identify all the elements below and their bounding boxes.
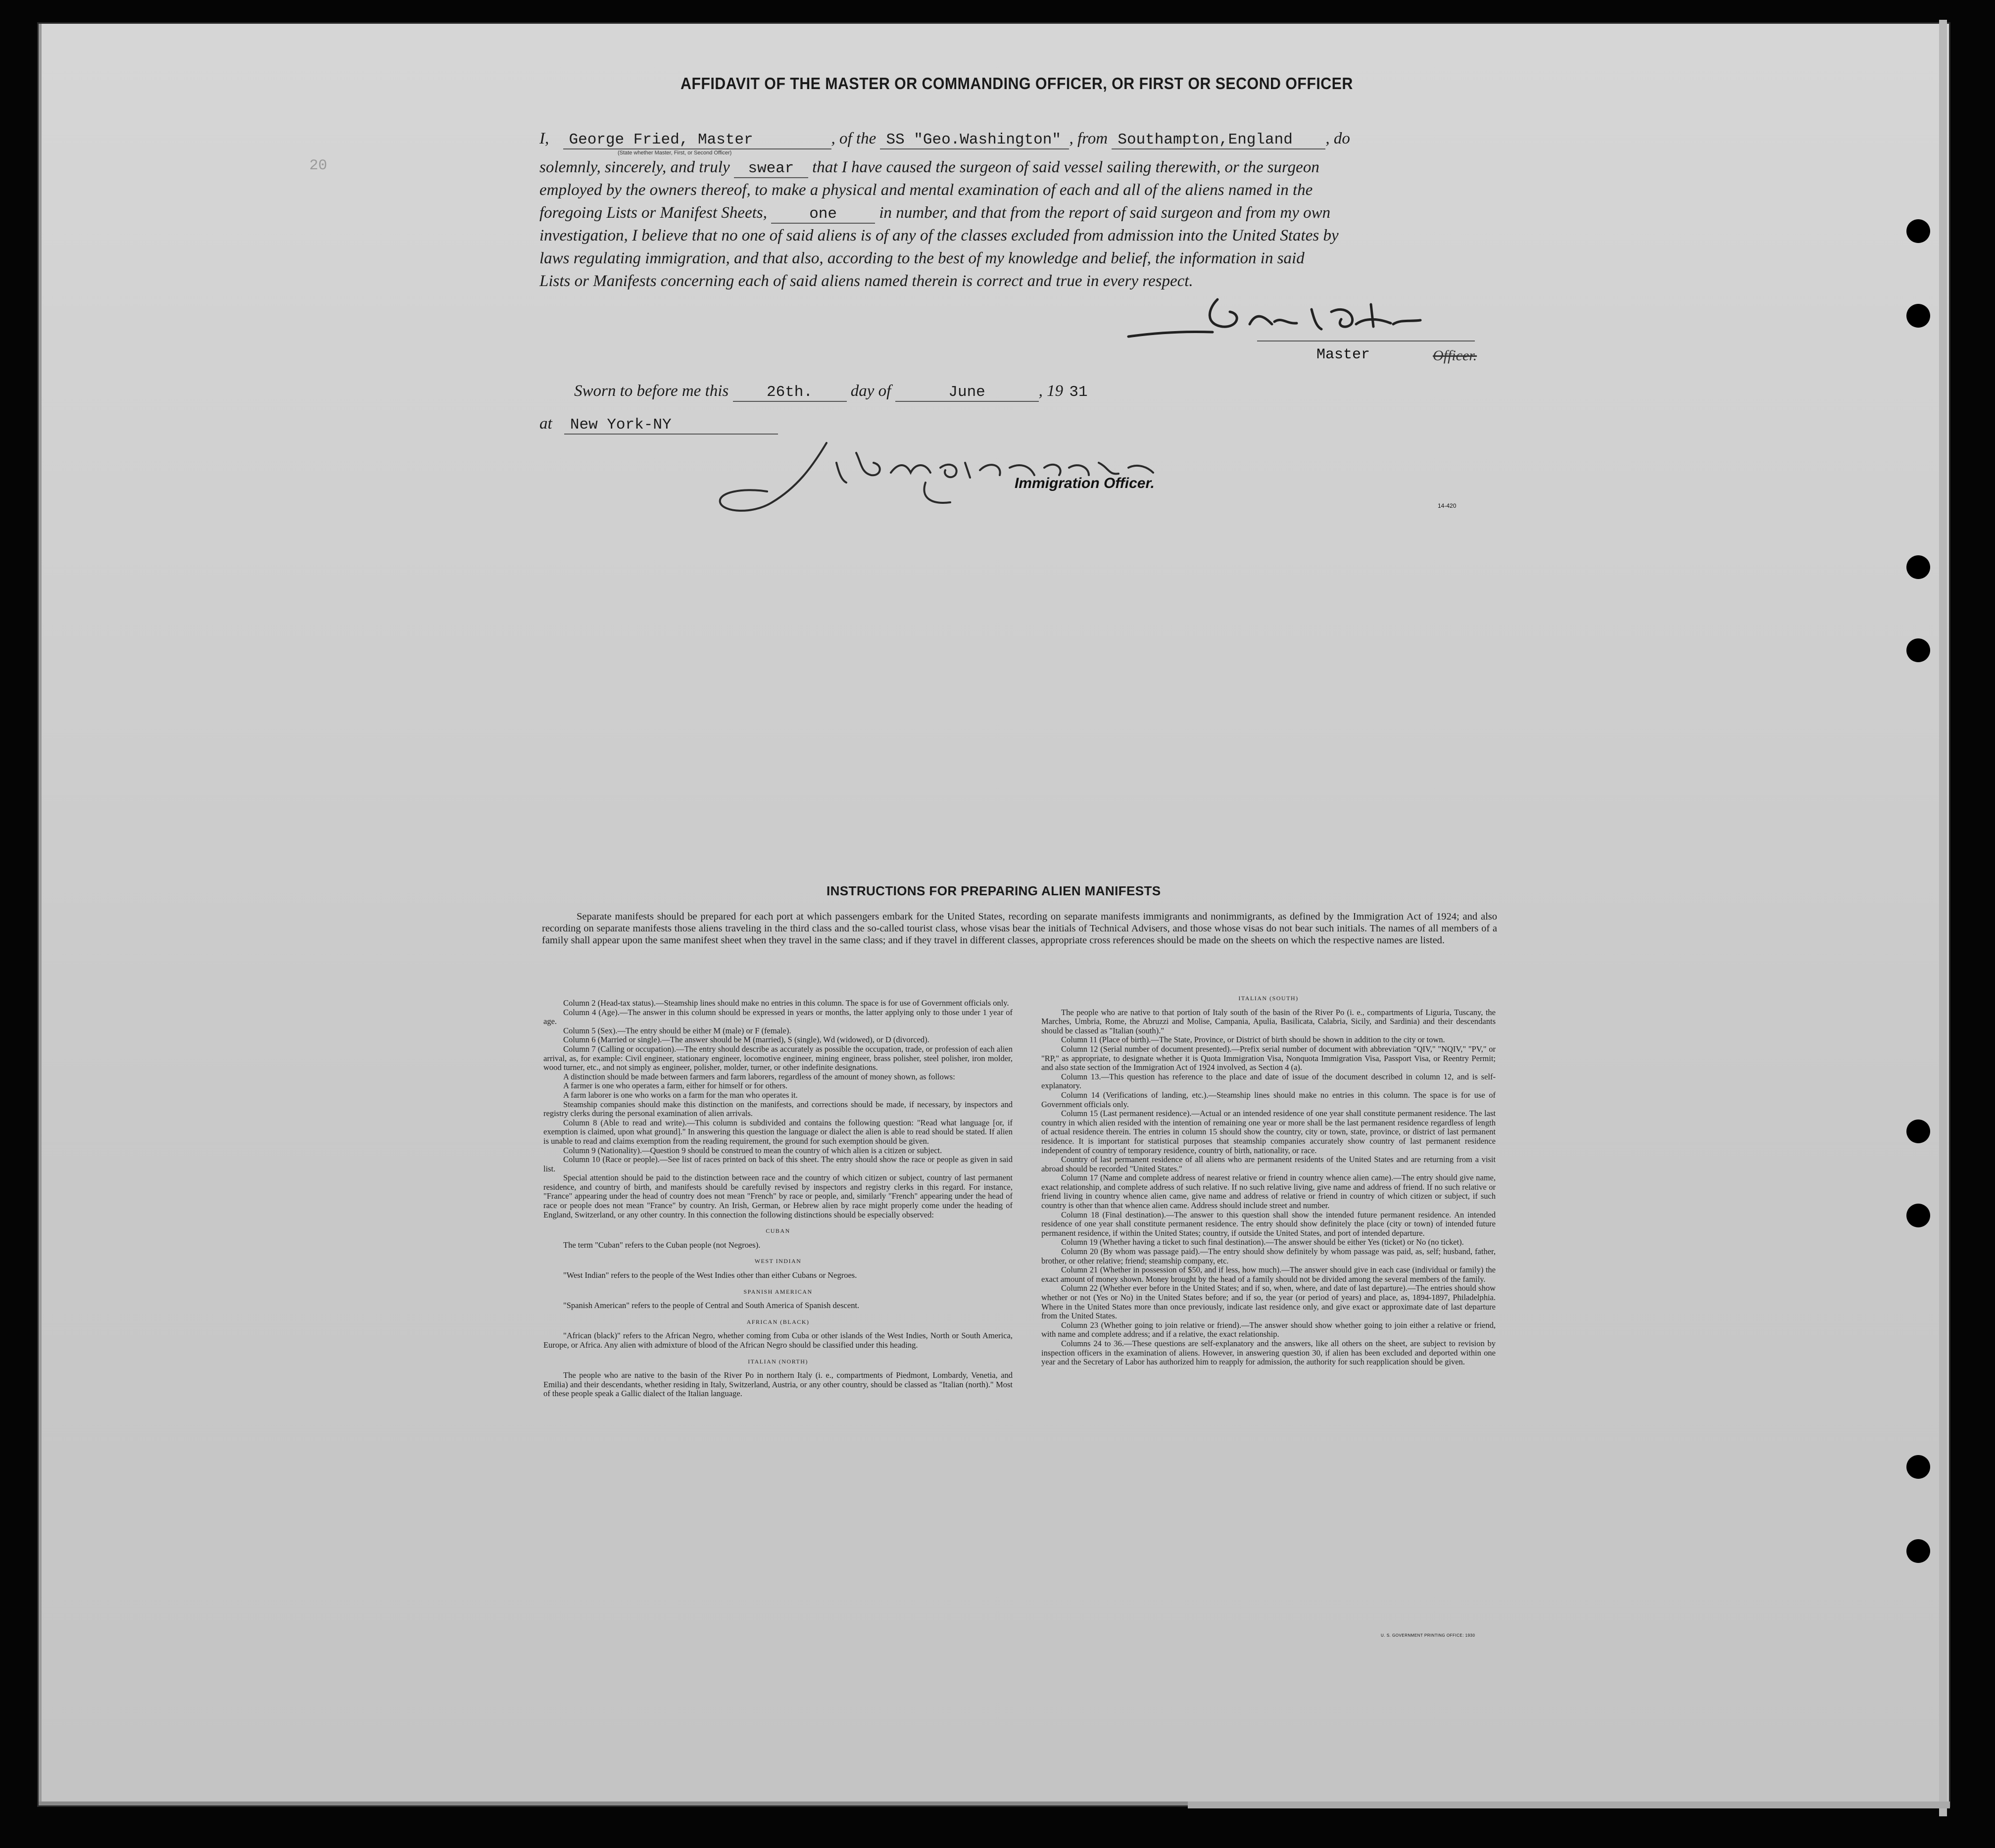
line2-suffix: that I have caused the surgeon of said vessel sailing therewith, or the surgeon [812, 158, 1319, 176]
signature-line [1257, 340, 1475, 341]
line2-prefix: solemnly, sincerely, and truly [539, 158, 730, 176]
african-text: "African (black)" refers to the African Negro, whether coming from Cuba or other islands of the West Indies, North or South America, Europe, or Africa. Any alien with admixture of blood of the African Negro should be classified under this heading. [543, 1331, 1013, 1350]
instruction-paragraph: Column 19 (Whether having a ticket to such final destination).—The answer should be either Yes (ticket) or No (no ticket). [1061, 1237, 1464, 1247]
instruction-paragraph: The people who are native to that portion of Italy south of the basin of the River Po (i. e., compartments of Liguria, Tuscany, the Marches, Umbria, Rome, the Abruzzi and Molise, Campania, Apulia, Basilicata, Calabria, Sicily, and Sardinia) and their descendants should be classed as "Italian (south)." [1041, 1007, 1496, 1035]
instruction-paragraph: Column 7 (Calling or occupation).—The entry should describe as accurately as possible the occupation, trade, or profession of each alien arrival, as, for example: Civil engineer, stationary engineer, locomotive engineer, mining engineer, brass polisher, steel polisher, iron molder, wood turner, etc., and not simply as engineer, polisher, molder, turner, or other indefinite designations. [543, 1044, 1013, 1072]
affidavit-line-1 [539, 130, 1350, 149]
line4-suffix: in number, and that from the report of said surgeon and from my own [879, 204, 1331, 222]
sworn-prefix: Sworn to before me this [574, 382, 729, 400]
oath-field: swear [734, 160, 808, 178]
instruction-paragraph: Column 18 (Final destination).—The answer to this question shall show the intended future permanent residence. An intended residence of one year shall constitute permanent residence. The entry should show definitely the place (city or town) of intended future permanent residence, if within the United States; country, if outside the United States, and port of intended departure. [1041, 1210, 1496, 1238]
italian-north-heading: ITALIAN (NORTH) [748, 1358, 808, 1365]
affidavit-line-7: Lists or Manifests concerning each of said aliens named therein is correct and true in every respect. [539, 272, 1193, 290]
instruction-paragraph: Column 6 (Married or single).—The answer should be M (married), S (single), Wd (widowed), or D (divorced). [563, 1035, 929, 1045]
instruction-paragraph: Column 13.—This question has reference to the place and date of issue of the document described in column 12, and is self-explanatory. [1041, 1071, 1496, 1091]
binding-hole [1906, 1119, 1930, 1143]
day-of-label: day of [850, 382, 891, 400]
immigration-officer-label: Immigration Officer. [1015, 475, 1155, 491]
instruction-paragraph: Country of last permanent residence of all aliens who are permanent residents of the United States and are returning from a visit abroad should be recorded "United States." [1041, 1155, 1496, 1173]
instruction-paragraph: Column 8 (Able to read and write).—This column is subdivided and contains the following question: "Read what language [or, if exemption is claimed, upon what ground]." In answering this question the language or dialect the alien is able to read should be stated. If alien is unable to read and claims exemption from the reading requirement, the ground for such exemption should be given. [543, 1118, 1013, 1146]
instruction-paragraph: Column 10 (Race or people).—See list of races printed on back of this sheet. The entry should show the race or people as given in said list. [543, 1155, 1013, 1173]
spanish-american-text: "Spanish American" refers to the people of Central and South America of Spanish descent. [563, 1301, 860, 1311]
left-column-paragraphs [543, 999, 1013, 1219]
affidavit-line-3: employed by the owners thereof, to make a physical and mental examination of each and all of the aliens named in the [539, 181, 1313, 199]
cuban-text: The term "Cuban" refers to the Cuban people (not Negroes). [563, 1240, 761, 1250]
instruction-paragraph: Column 17 (Name and complete address of nearest relative or friend in country whence alien came).—The entry should give name, exact relationship, and complete address of such relative. If no such relative living, give name and address of friend. If no such relative or friend living in country whence alien came, give name and address of relative or friend in country of which citizen or subject, if such country is other than that whence alien came. Address should include street and number. [1041, 1173, 1496, 1211]
binding-hole [1906, 1204, 1930, 1227]
sworn-day-field: 26th. [733, 384, 847, 402]
italian-north-text: The people who are native to the basin of the River Po in northern Italy (i. e., compartments of Piedmont, Lombardy, Venetia, and Emilia) and their descendants, whether residing in Italy, Switzerland, Austria, or any other country, should be classed as "Italian (north)." Most of these people speak a Gallic dialect of the Italian language. [543, 1370, 1013, 1399]
officer-rank-note: (State whether Master, First, or Second Officer) [618, 150, 732, 156]
affidavit-line-6: laws regulating immigration, and that also, according to the best of my knowledge and belief, the information in said [539, 249, 1305, 267]
instruction-paragraph: A farmer is one who operates a farm, either for himself or for others. [563, 1081, 788, 1091]
binding-hole [1906, 555, 1930, 579]
i-label: I, [539, 130, 549, 147]
instructions-title: INSTRUCTIONS FOR PREPARING ALIEN MANIFESTS [827, 883, 1161, 898]
cuban-heading: CUBAN [766, 1227, 790, 1235]
form-number: 14-420 [1438, 502, 1457, 509]
instructions-right-column [1041, 994, 1496, 1367]
italian-south-heading: ITALIAN (SOUTH) [1238, 995, 1299, 1002]
west-indian-text: "West Indian" refers to the people of the West Indies other than either Cubans or Negroes. [563, 1270, 857, 1280]
sworn-month-field: June [895, 384, 1039, 402]
instruction-paragraph: Column 23 (Whether going to join relative or friend).—The answer should show whether going to join either a relative or friend, with name and complete address; and if a relative, the exact relationship. [1041, 1320, 1496, 1339]
instruction-paragraph: Column 14 (Verifications of landing, etc.).—Steamship lines should make no entries in this column. The space is for use of Government officials only. [1041, 1090, 1496, 1109]
sworn-year-field: 31 [1069, 384, 1088, 401]
sworn-line [574, 382, 1099, 402]
affidavit-title: AFFIDAVIT OF THE MASTER OR COMMANDING OFFICER, OR FIRST OR SECOND OFFICER [681, 74, 1353, 93]
instructions-left-column [543, 999, 1013, 1399]
affidavit-line-4 [539, 204, 1330, 224]
instruction-paragraph: Column 21 (Whether in possession of $50, and if less, how much).—The answer should give in each case (individual or family) the exact amount of money shown. Money brought by the head of a family should not be divided among the several members of the family. [1041, 1265, 1496, 1284]
instruction-paragraph: Special attention should be paid to the distinction between race and the country of which citizen or subject, country of last permanent residence, and country of birth, and manifests should be carefully revised by inspectors and registry clerks in this regard. For instance, "France" appearing under the head of country does not mean "French" by race or people, and, similarly "French" appearing under the head of race or people does not mean "France" by country. An Irish, German, or Hebrew alien by race might properly come under the heading of England, Switzerland, or any other country. In this connection the following distinctions should be especially observed: [543, 1173, 1013, 1219]
instructions-intro: Separate manifests should be prepared for each port at which passengers embark for the United States, recording on separate manifests immigrants and nonimmigrants, as defined by the Immigration Act of 1924; and also recording on separate manifests those aliens traveling in the third class and the so-called tourist class, whose visas bear the initials of Technical Advisers, and those whose visas do not bear such initials. The names of all members of a family shall appear upon the same manifest sheet when they travel in the same class; and if they travel in different classes, appropriate cross references should be made on the sheets on which the respective names are listed. [542, 911, 1497, 946]
spanish-american-heading: SPANISH AMERICAN [743, 1288, 813, 1295]
instruction-paragraph: Column 4 (Age).—The answer in this column should be expressed in years or months, the latter applying only to those under 1 year of age. [543, 1007, 1013, 1026]
binding-hole [1906, 638, 1930, 662]
signature-title: Master [1316, 346, 1370, 363]
at-label: at [539, 415, 552, 433]
instruction-paragraph: Column 2 (Head-tax status).—Steamship lines should make no entries in this column. The space is for use of Government officials only. [563, 998, 1009, 1008]
instruction-paragraph: Column 9 (Nationality).—Question 9 should be construed to mean the country of which alien is a citizen or subject. [563, 1145, 942, 1155]
master-signature [1123, 290, 1440, 349]
instruction-paragraph: Column 11 (Place of birth).—The State, Province, or District of birth should be shown in addition to the city or town. [1061, 1035, 1445, 1045]
sheet-count-field: one [771, 205, 875, 224]
of-the-label: , of the [831, 130, 876, 147]
binding-hole [1906, 304, 1930, 328]
stacked-pages-edge [1939, 20, 1947, 1816]
stacked-pages-bottom [1188, 1801, 1950, 1808]
from-label: , from [1069, 130, 1108, 147]
instruction-paragraph: Column 20 (By whom was passage paid).—The entry should show definitely by whom passage was paid, as, self; husband, father, brother, or other relative; friend; steamship company, etc. [1041, 1247, 1496, 1265]
year-prefix: , 19 [1038, 382, 1064, 400]
affidavit-line-5: investigation, I believe that no one of said aliens is of any of the classes excluded from admission into the United States by [539, 227, 1339, 244]
left-edge-shadow [39, 24, 42, 1805]
instruction-paragraph: A farm laborer is one who works on a farm for the man who operates it. [563, 1090, 798, 1100]
vessel-name-field: SS "Geo.Washington" [880, 131, 1069, 149]
african-heading: AFRICAN (BLACK) [746, 1318, 810, 1325]
binding-hole [1906, 1455, 1930, 1479]
instruction-paragraph: Columns 24 to 36.—These questions are self-explanatory and the answers, like all others on the sheet, are subject to revision by inspection officers in the examination of aliens. However, in answering question 30, if alien has been excluded and deported within one year and the Secretary of Labor has authorized him to reapply for admission, the authority for such reapplication should be given. [1041, 1338, 1496, 1367]
line4-prefix: foregoing Lists or Manifest Sheets, [539, 204, 767, 222]
instruction-paragraph: Column 15 (Last permanent residence).—Actual or an intended residence of one year shall constitute permanent residence. The last country in which alien resided with the intention of remaining one year or more shall be the last permanent residence regardless of length of actual residence therein. The entries in column 15 should show the country, city or town, state, province, or district of last permanent residence. It is important for statistical purposes that steamship companies accurately show country of last permanent residence independent of country of temporary residence, country of birth, nationality, or race. [1041, 1109, 1496, 1155]
sworn-place-field: New York-NY [564, 416, 778, 435]
west-indian-heading: WEST INDIAN [754, 1258, 802, 1265]
officer-name-field: George Fried, Master [563, 131, 831, 149]
sworn-place-line [539, 415, 778, 435]
instruction-paragraph: A distinction should be made between farmers and farm laborers, regardless of the amount of money shown, as follows: [563, 1071, 955, 1081]
departure-port-field: Southampton,England [1112, 131, 1325, 149]
instruction-paragraph: Steamship companies should make this distinction on the manifests, and corrections should be made, if necessary, by inspectors and registry clerks during the personal examination of alien arrivals. [543, 1099, 1013, 1119]
binding-hole [1906, 219, 1930, 243]
binding-hole [1906, 1539, 1930, 1563]
margin-mark: 20 [309, 157, 328, 174]
right-column-paragraphs [1041, 1008, 1496, 1367]
instruction-paragraph: Column 12 (Serial number of document presented).—Prefix serial number of document with abbreviation "QIV," "NQIV," "PV," or "RP," as appropriate, to designate whether it is Quota Immigration Visa, Nonquota Immigration Visa, Passport Visa, or Reentry Permit; and also state section of the Immigration Act of 1924 involved, as Section 4 (a). [1041, 1044, 1496, 1072]
instruction-paragraph: Column 5 (Sex).—The entry should be either M (male) or F (female). [563, 1025, 791, 1035]
printer-note: U. S. GOVERNMENT PRINTING OFFICE: 1930 [1381, 1633, 1475, 1638]
do-label: , do [1325, 130, 1350, 147]
instruction-paragraph: Column 22 (Whether ever before in the United States; and if so, when, where, and date of last departure).—The entries should show whether or not (Yes or No) in the United States before; and if so, the year (or period of years) and place, as, 1894-1897, Philadelphia. Where in the United States more than once previously, indicate last residence only, and give exact or approximate date of last departure from the United States. [1041, 1283, 1496, 1321]
affidavit-line-2 [539, 158, 1319, 178]
signature-title-struck: Officer. [1433, 347, 1477, 364]
